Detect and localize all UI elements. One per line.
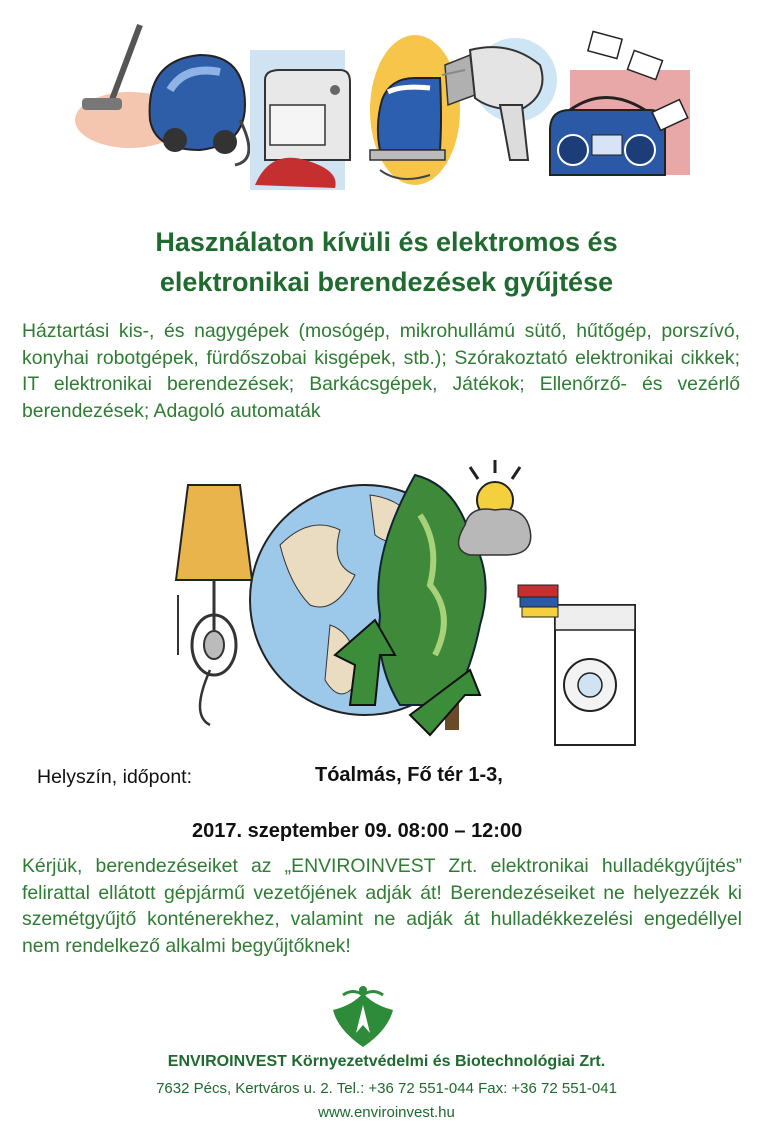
- title-line-2: elektronikai berendezések gyűjtése: [159, 267, 614, 297]
- washing-machine-icon: [518, 585, 635, 745]
- title-line-1: Használaton kívüli és elektromos és: [155, 227, 618, 257]
- earth-recycling-illustration: [170, 455, 650, 755]
- location-label: Helyszín, időpont:: [37, 766, 193, 788]
- sun-cloud-icon: [459, 460, 531, 555]
- company-address: 7632 Pécs, Kertváros u. 2. Tel.: +36 72 551-044 Fax: +36 72 551-041: [156, 1080, 617, 1097]
- vacuum-cleaner-icon: [75, 25, 249, 165]
- collected-items-paragraph: Háztartási kis-, és nagygépek (mosógép, mikrohullámú sütő, hűtőgép, porszívó, konyhai robotgépek, fürdőszobai kisgépek, stb.); Szórakoztató elektronikai cikkek; IT elektronikai berendezések; Barkácsgépek, Játékok; Ellenőrző- és vezérlő berendezések; Adagoló automaták: [22, 320, 740, 422]
- company-name: ENVIROINVEST Környezetvédelmi és Biotechnológiai Zrt.: [167, 1053, 606, 1070]
- date-time: 2017. szeptember 09. 08:00 – 12:00: [192, 820, 523, 842]
- page-title: [40, 222, 733, 302]
- notice-paragraph: Kérjük, berendezéseiket az „ENVIROINVEST Zrt. elektronikai hulladékgyűjtés” felirattal ellátott gépjármű vezetőjének adják át! Berendezéseiket ne helyezzék ki szemétgyűjtő konténerekhez, valamint ne adják át hulladékkezelési engedéllyel nem rendelkező alkalmi begyűjtőknek!: [22, 855, 742, 957]
- lamp-icon: [176, 485, 252, 725]
- iron-icon: [370, 35, 460, 185]
- location-value: Tóalmás, Fő tér 1-3,: [315, 764, 503, 786]
- company-website-link[interactable]: www.enviroinvest.hu: [318, 1104, 455, 1121]
- appliances-illustration: [70, 10, 710, 200]
- sewing-machine-icon: [250, 50, 350, 190]
- radio-cassette-icon: [550, 31, 690, 175]
- enviroinvest-logo: [318, 985, 408, 1050]
- hair-dryer-icon: [442, 38, 557, 160]
